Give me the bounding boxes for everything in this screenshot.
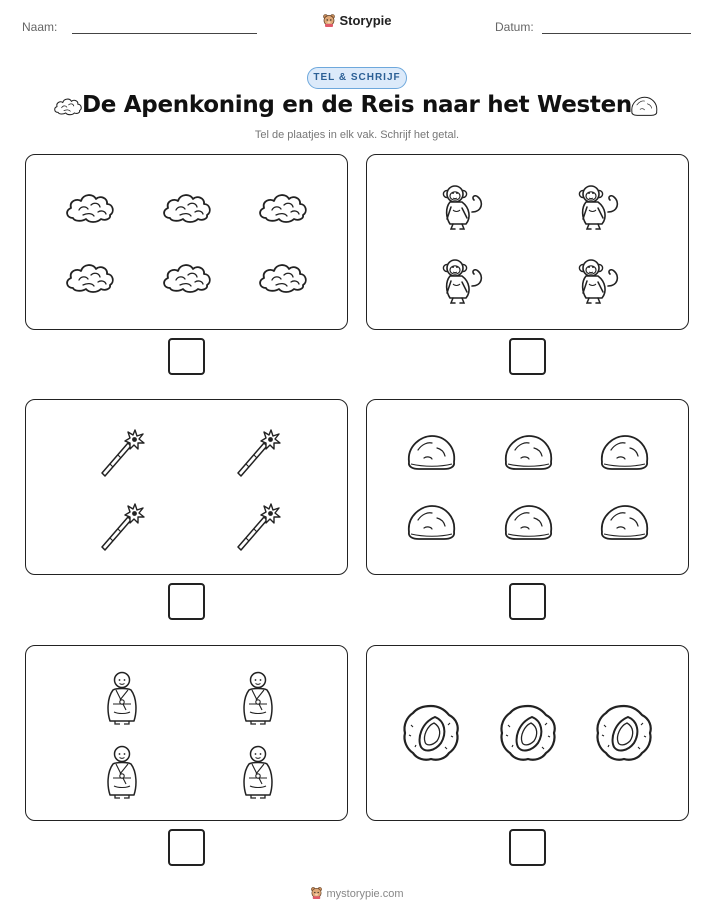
answer-box-5[interactable]: [168, 829, 205, 866]
monk-icon: [240, 670, 276, 731]
cloud-icon: [160, 188, 214, 231]
brand-name: Storypie: [339, 13, 392, 28]
mochi-icon: [404, 502, 458, 547]
answer-box-3[interactable]: [168, 583, 205, 620]
magic-staff-icon: [234, 426, 282, 483]
date-label: Datum:: [495, 20, 534, 34]
brand-logo: [0, 13, 714, 30]
cloud-icon: [160, 258, 214, 301]
mochi-icon: [597, 432, 651, 477]
peach-icon: [498, 703, 558, 768]
footer: [0, 886, 714, 902]
counting-panel-2: [366, 154, 689, 330]
footer-url: mystorypie.com: [326, 887, 404, 900]
magic-staff-icon: [98, 500, 146, 557]
counting-panel-4: [366, 399, 689, 575]
page-title: De Apenkoning en de Reis naar het Westen: [81, 92, 632, 118]
monkey-icon: [438, 256, 488, 311]
cloud-icon: [256, 188, 310, 231]
answer-box-6[interactable]: [509, 829, 546, 866]
name-label: Naam:: [22, 20, 58, 34]
activity-badge: TEL & SCHRIJF: [307, 67, 407, 89]
monk-icon: [104, 670, 140, 731]
instructions: Tel de plaatjes in elk vak. Schrijf het getal.: [254, 129, 460, 141]
name-write-line[interactable]: [72, 33, 257, 34]
monk-icon: [104, 744, 140, 805]
monkey-icon: [574, 256, 624, 311]
mochi-icon: [597, 502, 651, 547]
storypie-bear-icon: [310, 886, 323, 902]
monkey-icon: [438, 182, 488, 237]
peach-icon: [401, 703, 461, 768]
mochi-icon: [628, 95, 660, 122]
peach-icon: [594, 703, 654, 768]
counting-panel-5: [25, 645, 348, 821]
answer-box-2[interactable]: [509, 338, 546, 375]
mochi-icon: [501, 502, 555, 547]
magic-staff-icon: [234, 500, 282, 557]
mochi-icon: [501, 432, 555, 477]
answer-box-1[interactable]: [168, 338, 205, 375]
date-write-line[interactable]: [542, 33, 691, 34]
counting-panel-1: [25, 154, 348, 330]
cloud-icon: [63, 188, 117, 231]
monk-icon: [240, 744, 276, 805]
magic-staff-icon: [98, 426, 146, 483]
storypie-bear-icon: [322, 13, 336, 30]
cloud-icon: [63, 258, 117, 301]
counting-panel-3: [25, 399, 348, 575]
monkey-icon: [574, 182, 624, 237]
answer-box-4[interactable]: [509, 583, 546, 620]
mochi-icon: [404, 432, 458, 477]
cloud-icon: [256, 258, 310, 301]
